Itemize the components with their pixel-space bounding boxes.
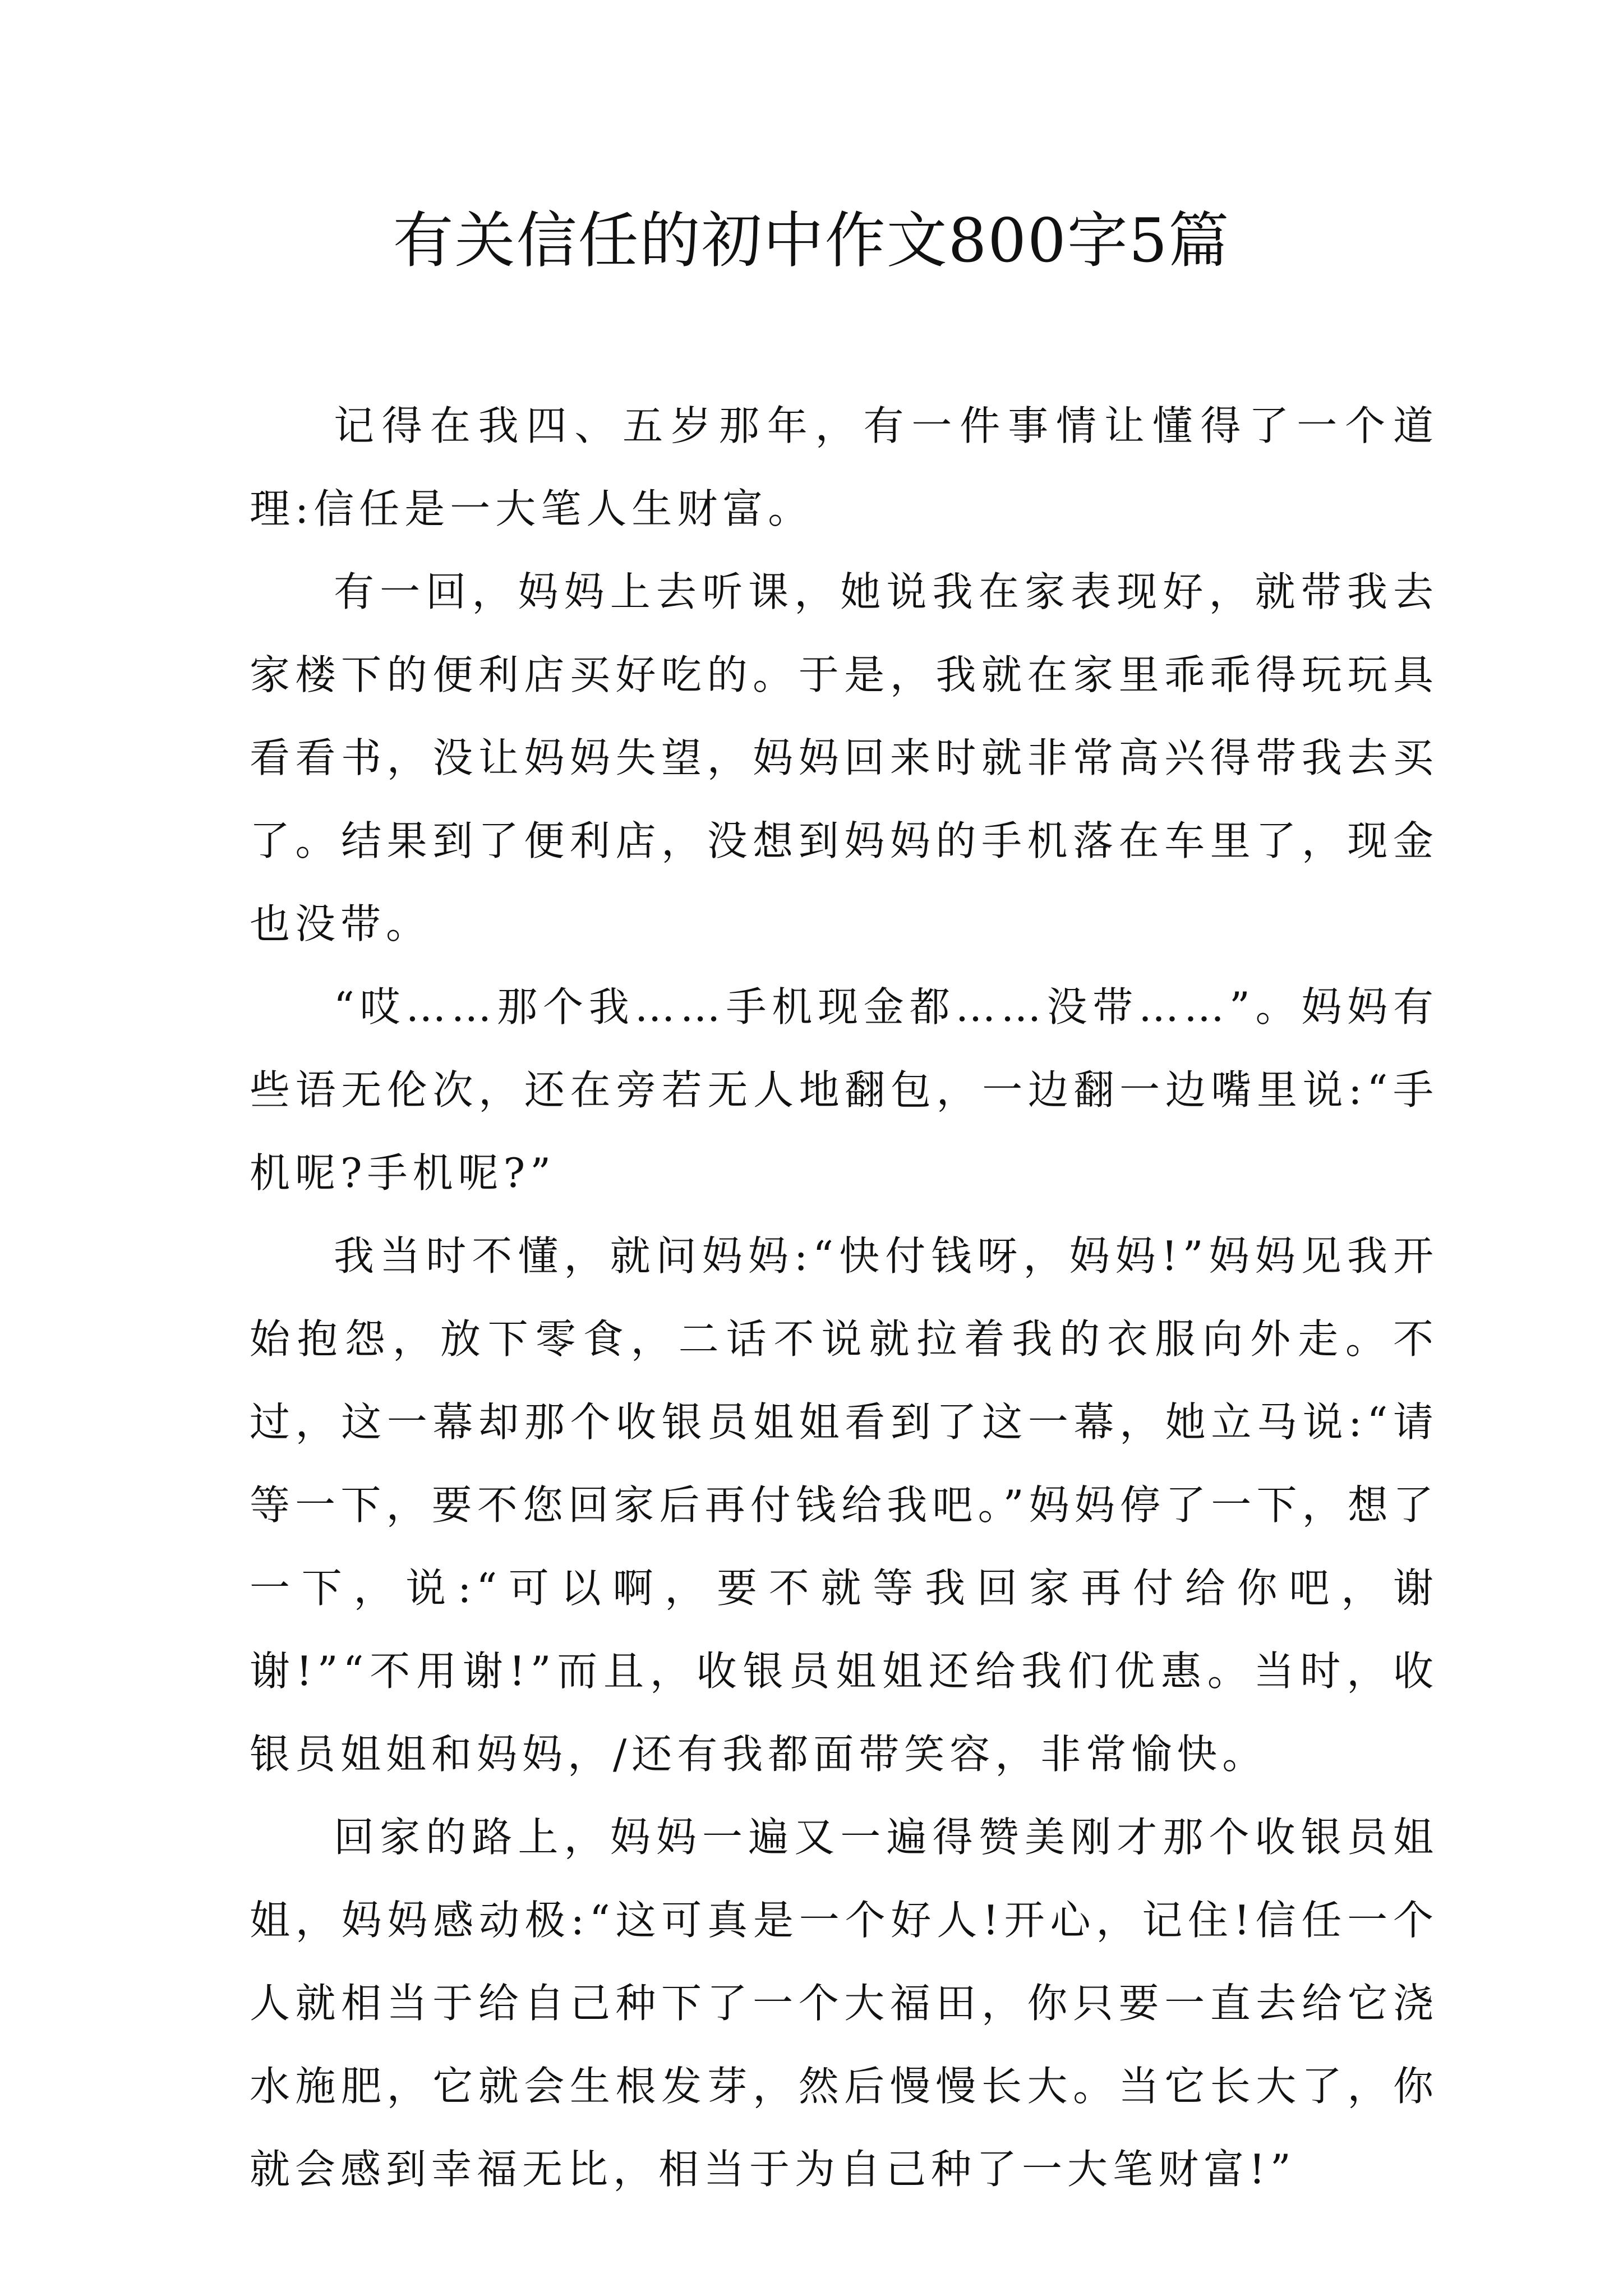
- document-body: [250, 384, 1438, 2211]
- document-title: 有关信任的初中作文800字5篇: [393, 206, 1230, 276]
- paragraph: “哎……那个我……手机现金都……没带……”。妈妈有些语无伦次，还在旁若无人地翻包，一边翻一边嘴里说:“手机呢?手机呢?”: [250, 983, 1438, 1197]
- paragraph: 记得在我四、五岁那年，有一件事情让懂得了一个道理:信任是一大笔人生财富。: [250, 402, 1438, 532]
- paragraph: 我当时不懂，就问妈妈:“快付钱呀，妈妈!”妈妈见我开始抱怨，放下零食，二话不说就拉着我的衣服向外走。不过，这一幕却那个收银员姐姐看到了这一幕，她立马说:“请等一下，要不您回家后再付钱给我吧。”妈妈停了一下，想了一下，说:“可以啊，要不就等我回家再付给你吧，谢谢!”“不用谢!”而且，收银员姐姐还给我们优惠。当时，收银员姐姐和妈妈，/还有我都面带笑容，非常愉快。: [250, 1232, 1438, 1778]
- paragraph: 有一回，妈妈上去听课，她说我在家表现好，就带我去家楼下的便利店买好吃的。于是，我就在家里乖乖得玩玩具看看书，没让妈妈失望，妈妈回来时就非常高兴得带我去买了。结果到了便利店，没想到妈妈的手机落在车里了，现金也没带。: [250, 568, 1438, 947]
- paragraph: 回家的路上，妈妈一遍又一遍得赞美刚才那个收银员姐姐，妈妈感动极:“这可真是一个好人!开心，记住!信任一个人就相当于给自己种下了一个大福田，你只要一直去给它浇水施肥，它就会生根发芽，然后慢慢长大。当它长大了，你就会感到幸福无比，相当于为自己种了一大笔财富!”: [250, 1814, 1438, 2193]
